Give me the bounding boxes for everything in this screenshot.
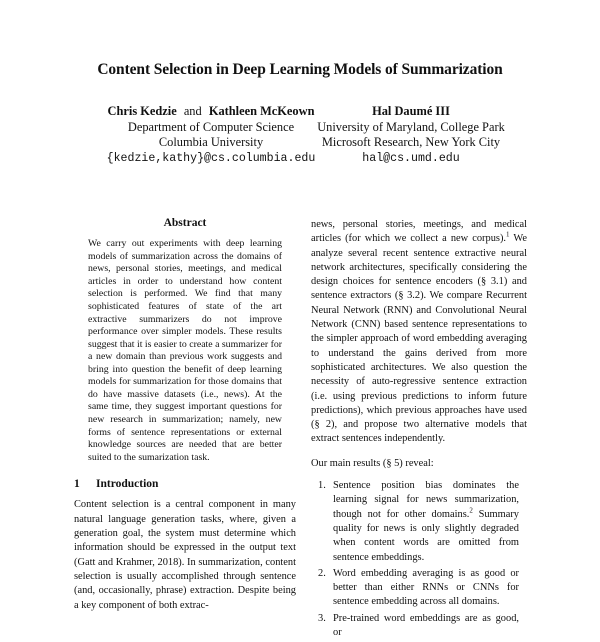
abstract-text: We carry out experiments with deep learning models of summarization across the domains of news, personal stories, meetings, and medical articles in order to understand how content selection is performed. We find that many sophisticated features of state of the art extractive summarizers do not improve performance over simpler models. These results suggest that it is easier to create a summarizer for a new domain than previous work suggests and bring into question the benefit of deep learning models for summarization for those domains that do have massive datasets (i.e., news). At the same time, they suggest important questions for new research in summarization; namely, new forms of sentence representations or external knowledge sources are needed that are better suited to the sumarization task. [88, 238, 282, 463]
list-item [311, 612, 519, 641]
section-heading-introduction [74, 477, 296, 491]
intro-paragraph: Content selection is a central component in many natural language generation tasks, where, given a generation goal, the system must determine which information should be expressed in the output text (Gatt and Krahmer, 2018). In summarization, content selection is usually accomplished through sentence (and, occasionally, phrase) extraction. Despite being a key component of both extrac- [74, 499, 296, 611]
author-name-mckeown: Kathleen McKeown [208, 104, 315, 118]
right-paragraph-1-text-a: news, personal stories, meetings, and medical articles (for which we collect a new corpus). [311, 219, 527, 245]
list-marker: 1. [318, 480, 326, 492]
list-item-text-b: Summary quality for news is only slightly degraded when content words are omitted from sentence embeddings. [333, 508, 519, 563]
left-column [74, 216, 296, 613]
right-paragraph-1-text-b: We analyze several recent sentence extractive neural network architectures, specifically considering the design choices for sentence encoders (§ 3.1) and sentence extractors (§ 3.2). We compare Recurrent Neural Network (RNN) and Convolutional Neural Network (CNN) based sentence representations to the simpler approach of word embedding averaging to understand the gains derived from more sophisticated architectures. We also question the necessity of auto-regressive sentence extraction (i.e. using previous predictions to inform future predictions), which previous approaches have used (§ 2), and propose two alternative models that extract sentences independently. [311, 233, 527, 445]
abstract-heading: Abstract [163, 217, 207, 229]
author-names-left [88, 104, 334, 120]
author-affil-umd: University of Maryland, College Park [317, 119, 505, 134]
author-name-kedzie: Chris Kedzie [107, 104, 177, 118]
footnote-marker-2: 2 [469, 506, 473, 515]
author-univ: Columbia University [158, 135, 264, 149]
author-block-columbia [88, 104, 334, 166]
list-item-text-a: Pre-trained word embeddings are as good, or [333, 612, 519, 639]
list-marker: 3. [318, 612, 326, 624]
list-item [311, 567, 519, 610]
author-email-right: hal@cs.umd.edu [362, 151, 460, 165]
right-paragraph-1 [311, 218, 527, 447]
section-number: 1 [74, 478, 80, 491]
list-item [311, 479, 519, 565]
results-list [311, 479, 527, 640]
footnote-marker-1: 1 [506, 230, 510, 239]
author-affil-msr: Microsoft Research, New York City [321, 135, 501, 149]
author-dept: Department of Computer Science [127, 119, 295, 134]
results-intro: Our main results (§ 5) reveal: [311, 457, 434, 469]
author-conjunction: and [183, 104, 202, 118]
section-heading-text: Introduction [96, 478, 159, 491]
author-name-daume: Hal Daumé III [372, 104, 450, 118]
paper-title: Content Selection in Deep Learning Models of Summarization [97, 61, 503, 78]
list-item-text-a: Word embedding averaging is as good or better than either RNNs or CNNs for sentence embedding across all domains. [333, 567, 519, 608]
list-item-text-a: Sentence position bias dominates the learning signal for news summarization, though not for other domains. [333, 480, 519, 520]
right-column [311, 218, 527, 642]
list-marker: 2. [318, 567, 326, 579]
author-email-left: {kedzie,kathy}@cs.columbia.edu [106, 151, 316, 165]
author-block-umd [300, 104, 522, 166]
